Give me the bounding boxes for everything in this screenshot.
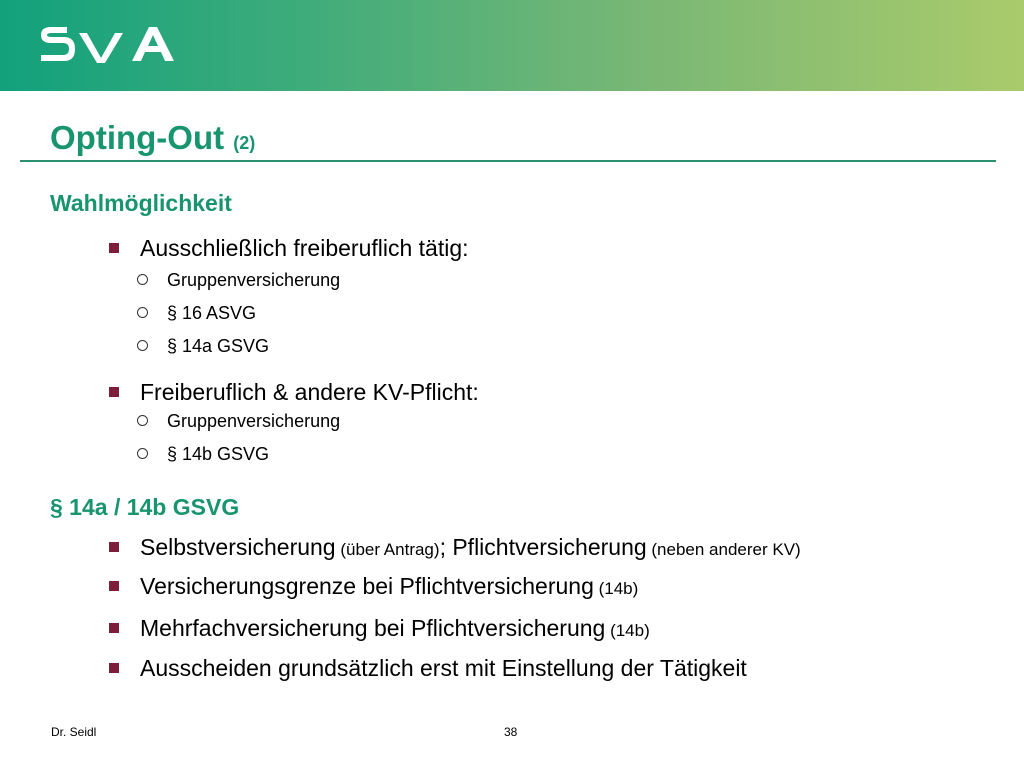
- circle-bullet-icon: [137, 415, 148, 426]
- logo-letter-a: [132, 27, 174, 61]
- logo-letter-v: [79, 33, 123, 63]
- sub-bullet-text: Gruppenversicherung: [167, 270, 341, 290]
- square-bullet-icon: [109, 387, 119, 397]
- bullet-text-note: (neben anderer KV): [646, 540, 801, 559]
- square-bullet-icon: [109, 581, 119, 591]
- circle-bullet-icon: [137, 307, 148, 318]
- bullet-text: Ausschließlich freiberuflich tätig:: [140, 235, 469, 261]
- title-divider: [20, 160, 996, 162]
- bullet-text-main: ; Pflichtversicherung: [439, 534, 647, 560]
- bullet-text-main: Selbstversicherung: [140, 534, 336, 560]
- page-number: 38: [504, 725, 518, 739]
- slide-title: [50, 118, 255, 163]
- sub-bullet-text: § 14b GSVG: [167, 444, 270, 464]
- sub-bullet-text: Gruppenversicherung: [167, 411, 341, 431]
- sub-bullet-text: § 14a GSVG: [167, 336, 270, 356]
- circle-bullet-icon: [137, 448, 148, 459]
- bullet-text-note: (14b): [593, 579, 639, 598]
- circle-bullet-icon: [137, 340, 148, 351]
- bullet-text-note: (über Antrag): [335, 540, 440, 559]
- sub-bullet-text: § 16 ASVG: [167, 303, 257, 323]
- bullet-text: Ausscheiden grundsätzlich erst mit Einstellung der Tätigkeit: [140, 655, 747, 681]
- square-bullet-icon: [109, 663, 119, 673]
- logo-letter-s: [41, 27, 75, 61]
- section-heading-gsvg: § 14a / 14b GSVG: [50, 494, 240, 520]
- bullet-text: [140, 615, 650, 644]
- slide-title-number: (2): [233, 133, 256, 153]
- square-bullet-icon: [109, 542, 119, 552]
- bullet-text-main: Mehrfachversicherung bei Pflichtversicherung: [140, 615, 606, 641]
- bullet-text-note: (14b): [605, 621, 650, 640]
- section-heading-wahlmoeglichkeit: Wahlmöglichkeit: [50, 190, 232, 216]
- sva-logo: [37, 20, 177, 68]
- footer-author: Dr. Seidl: [51, 725, 97, 739]
- circle-bullet-icon: [137, 274, 148, 285]
- bullet-text-main: Versicherungsgrenze bei Pflichtversicherung: [140, 573, 594, 599]
- square-bullet-icon: [109, 243, 119, 253]
- header-band: [0, 0, 1024, 91]
- bullet-text: [140, 573, 638, 602]
- bullet-text: Freiberuflich & andere KV-Pflicht:: [140, 379, 479, 405]
- slide-title-text: Opting-Out: [50, 119, 225, 156]
- bullet-text: [140, 534, 801, 563]
- square-bullet-icon: [109, 623, 119, 633]
